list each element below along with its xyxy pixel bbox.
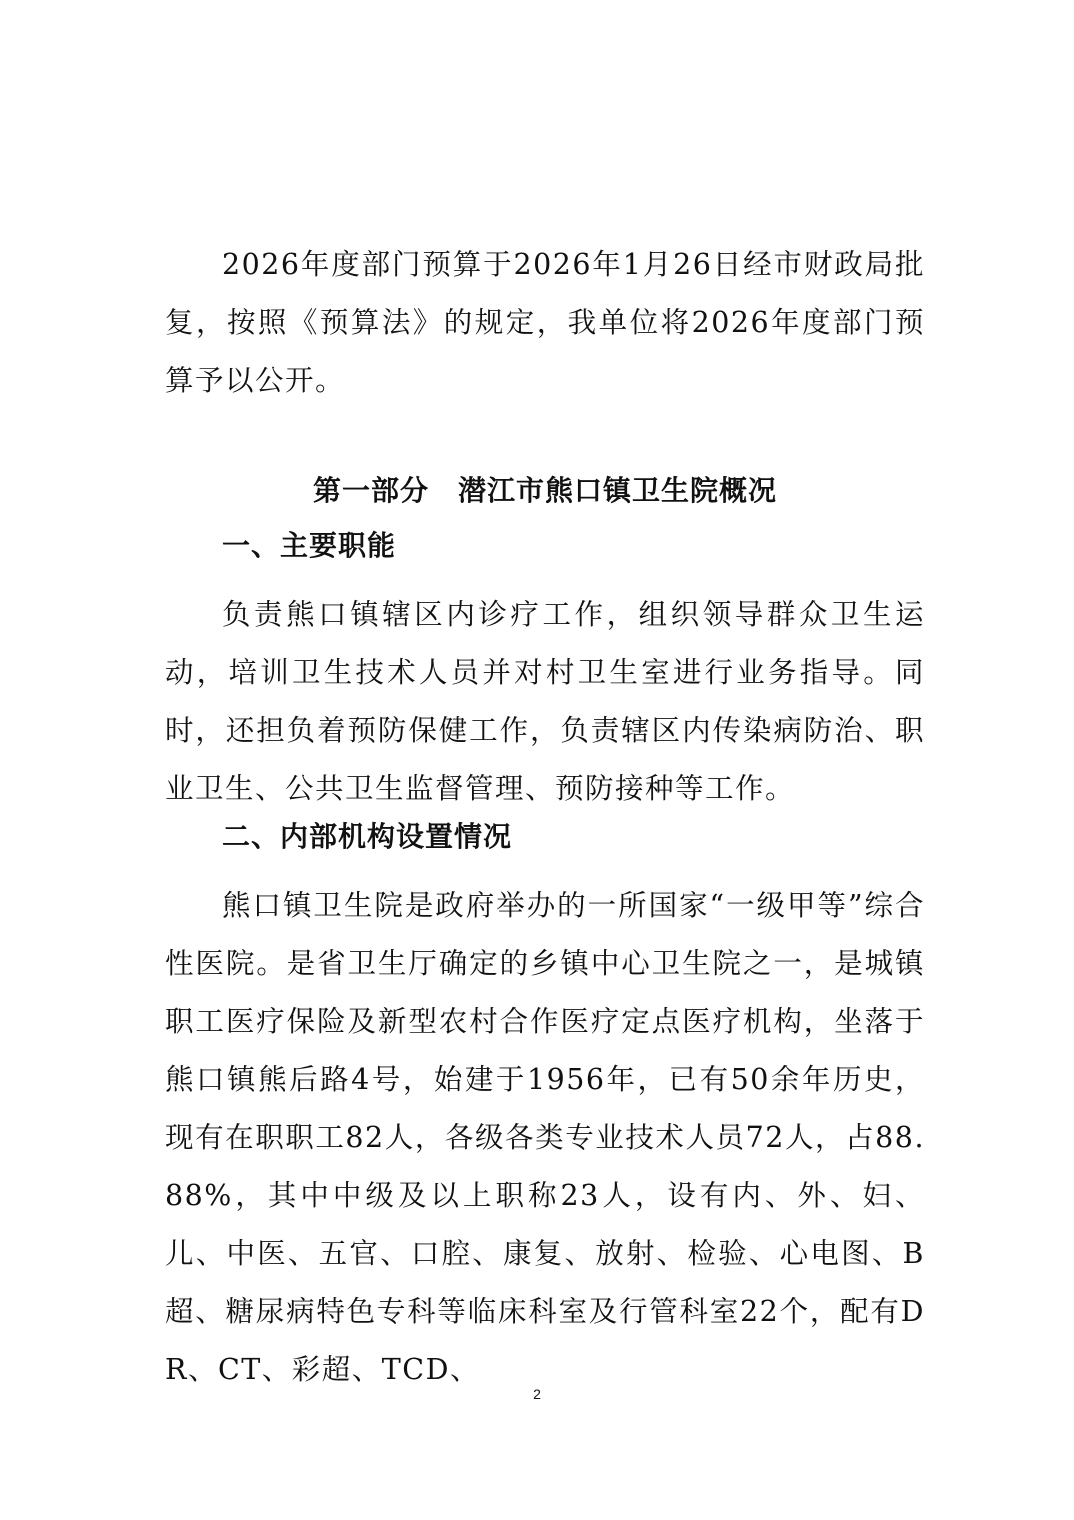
structure-block (165, 877, 925, 1399)
intro-block (165, 236, 925, 410)
functions-block (165, 586, 925, 818)
page-number: 2 (533, 1386, 541, 1402)
functions-paragraph: 负责熊口镇辖区内诊疗工作，组织领导群众卫生运动，培训卫生技术人员并对村卫生室进行业务指导。同时，还担负着预防保健工作，负责辖区内传染病防治、职业卫生、公共卫生监督管理、预防接种等工作。 (165, 598, 925, 805)
intro-paragraph: 2026年度部门预算于2026年1月26日经市财政局批复，按照《预算法》的规定，我单位将2026年度部门预算予以公开。 (165, 248, 925, 397)
part-title: 第一部分 潜江市熊口镇卫生院概况 (312, 474, 777, 507)
section-heading-structure: 二、内部机构设置情况 (222, 820, 513, 853)
structure-paragraph: 熊口镇卫生院是政府举办的一所国家“一级甲等”综合性医院。是省卫生厅确定的乡镇中心卫生院之一，是城镇职工医疗保险及新型农村合作医疗定点医疗机构，坐落于熊口镇熊后路4号，始建于1956年，已有50余年历史，现有在职职工82人，各级各类专业技术人员72人，占88.88%，其中中级及以上职称23人，设有内、外、妇、儿、中医、五官、口腔、康复、放射、检验、心电图、B超、糖尿病特色专科等临床科室及行管科室22个，配有DR、CT、彩超、TCD、 (165, 889, 925, 1386)
section-heading-functions: 一、主要职能 (222, 529, 397, 562)
